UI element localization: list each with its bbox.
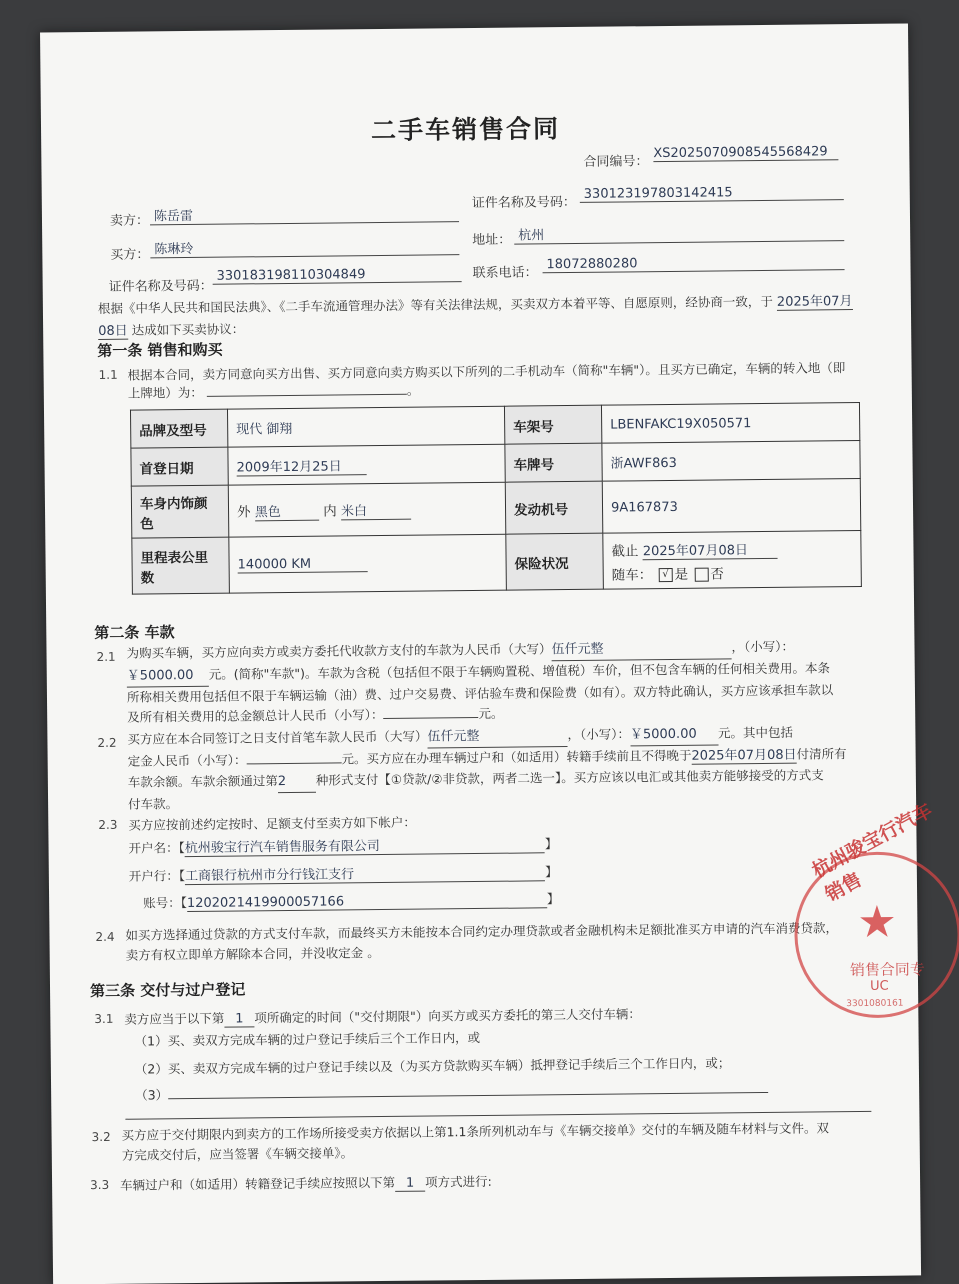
insurance-until-value: 2025年07月08日 [643,538,778,559]
clause-2-3-text: 买方应按前述约定按时、足额支付至卖方如下帐户： [128,814,416,833]
seal-number: 3301080161 [846,998,904,1010]
clause-2-1-number: 2.1 [96,649,116,664]
c21-amount-lower: ￥5000.00 [127,666,209,688]
c22-deadline-date: 2025年07月08日 [691,747,797,764]
c22-line1c: 元。其中包括 [717,724,794,741]
buyer-name: 陈琳玲 [150,235,459,258]
c22-deposit-blank [246,762,341,764]
c32-line1: 买方应于交付期限内到卖方的工作场所接受卖方依据以上第1.1条所列机动车与《车辆交接单》交付的车辆及随车材料与文件。双 [121,1120,830,1143]
clause-3-1-text [124,1004,641,1028]
account-no-close: 】 [546,891,560,907]
c31-item: 1 [224,1011,254,1027]
plate-cell [602,440,860,481]
insurance-label: 保险状况 [506,533,604,590]
account-name-row [128,833,557,857]
contract-no-label: 合同编号： [583,154,649,170]
registration-place-blank [207,394,407,397]
account-bank-label: 开户行：【 [128,868,186,884]
plate-label: 车牌号 [505,443,602,482]
c22-amount-lower: ￥5000.00 [630,724,718,746]
c22-amount-upper: 伍仟元整 [427,726,567,748]
article-2-heading: 第二条 车款 [94,623,175,643]
c22-line2c: 付清所有 [796,746,847,762]
c21-line3: 所称相关费用包括但不限于车辆运输（油）费、过户交易费、评估验车费和保险费（如有）。双方特此确认，买方应该承担车款以 [126,682,834,705]
clause-2-2-number: 2.2 [97,735,117,750]
color-inner-label: 内 [323,503,337,520]
seal-code: UC [869,978,889,994]
clause-3-2-number: 3.2 [91,1129,111,1145]
c21-line2: 元。(简称"车款")。车款为含税（包括但不限于车辆购置税、增值税）车价，但不包含车辆的任何相关费用。本条 [208,660,831,682]
plate-value: 浙AWF863 [610,455,677,472]
intro-date: 2025年07月 [776,294,853,310]
account-bank-close: 】 [545,864,558,880]
c21-total-blank [383,717,478,719]
seal-star-icon: ★ [857,896,898,949]
c22-line2: 定金人民币（小写）： [127,752,247,769]
color-outer-label: 外 [236,504,251,521]
insurance-cell [603,530,862,589]
c22-line2b: 元。买方应在办理车辆过户和（如适用）转籍手续前且不得晚于 [341,747,692,767]
account-no-row [143,889,559,912]
color-outer-value: 黑色 [255,501,319,522]
c22-line1: 买方应在本合同签订之日支付首笔车款人民币（大写） [127,728,428,747]
buyer-label: 买方： [110,247,150,263]
reg-date-cell [228,444,505,485]
vin-value: LBENFAKC19X050571 [610,415,752,433]
seller-name: 陈岳雷 [150,202,459,225]
c31-option1: （1）买、卖双方完成车辆的过户登记手续后三个工作日内，或 [134,1029,481,1049]
mileage-value: 140000 KM [238,556,368,573]
c31-line1: 卖方应当于以下第 [124,1010,225,1027]
seller-id-label: 证件名称及号码： [471,194,576,212]
c31-line1b: 项所确定的时间（"交付期限"）向买方或买方委托的第三人交付车辆： [254,1006,641,1026]
c31-option3-blank [168,1092,768,1099]
color-label: 车身内饰颜色 [131,485,229,538]
intro-line2 [98,318,244,339]
insurance-no-label: 否 [710,565,724,583]
c21-amount-upper: 伍仟元整 [551,638,731,661]
engine-cell [602,478,861,533]
clause-2-2-text [127,722,868,815]
clause-1-1-number: 1.1 [98,367,118,382]
mileage-cell [229,534,507,593]
c22-line3b: 种形式支付【①贷款/②非贷款，两者二选一】。买方应该以电汇或其他卖方能够接受的方式支 [315,767,824,788]
color-cell [228,482,506,537]
c21-line1: 为购买车辆，买方应向卖方或卖方委托代收款方支付的车款为人民币（大写） [126,641,552,661]
insurance-yes-label: 是 [674,566,689,583]
buyer-id-value: 330183198110304849 [213,266,462,285]
clause-3-3-number: 3.3 [90,1177,110,1193]
buyer-address-label: 地址： [472,232,512,249]
company-seal [794,799,959,1019]
account-name-value: 杭州骏宝行汽车销售服务有限公司 [185,833,545,857]
clause-1-1-end: 。 [406,382,420,398]
c33-line1: 车辆过户和（如适用）转籍登记手续应按照以下第 [120,1174,396,1193]
c22-line1b: ，（小写）： [567,726,631,743]
clause-1-1-text: 根据本合同，卖方同意向买方出售、买方同意向卖方购买以下所列的二手机动车（简称"车辆"）。且买方已确定，车辆的转入地（即 [127,360,846,383]
insurance-yes-checkbox[interactable]: √ [658,567,672,581]
contract-no-value: XS2025070908545568429 [653,144,838,162]
account-bank-row [129,861,558,885]
c33-line1b: 项方式进行: [425,1173,492,1190]
seller-label: 卖方： [109,213,150,229]
clause-2-4-text [125,918,865,966]
c31-option2: （2）买、卖双方完成车辆的过户登记手续以及（为买方贷款购买车辆）抵押登记手续后三个工作日内，或； [134,1055,731,1077]
c32-line2: 方完成交付后，应当签署《车辆交接单》。 [121,1145,354,1163]
clause-3-2-text [121,1118,881,1166]
registration-place-label: 上牌地）为： [127,384,203,401]
buyer-address-value: 杭州 [514,221,844,244]
color-inner-value: 米白 [341,500,411,521]
clause-1-1-line2 [128,381,420,402]
clause-3-1-number: 3.1 [94,1011,114,1027]
insurance-until-label: 截止 [611,542,639,560]
buyer-phone-value: 18072880280 [542,254,844,273]
c22-line4: 付车款。 [128,796,179,812]
intro-date-day: 08日 [98,323,128,339]
c21-line4: 及所有相关费用的总金额总计人民币（小写）： [127,706,384,725]
c33-item: 1 [395,1176,425,1192]
c22-payment-method: 2 [278,772,316,793]
account-bank-value: 工商银行杭州市分行钱江支行 [185,861,545,885]
contract-page [40,23,936,1284]
account-no-label: 账号：【 [143,895,187,911]
mileage-label: 里程表公里数 [132,537,230,594]
c31-option3: （3） [135,1087,169,1103]
engine-label: 发动机号 [505,481,603,534]
brand-label: 品牌及型号 [130,409,227,448]
document-title: 二手车销售合同 [370,114,561,146]
c24-line1: 如买方选择通过贷款的方式支付车款，而最终买方未能按本合同约定办理贷款或者金融机构未足额批准买方申请的汽车消费贷款， [125,920,839,943]
c24-line2: 卖方有权立即单方解除本合同，并没收定金 。 [125,945,380,963]
intro-sentence: 根据《中华人民共和国民法典》、《二手车流通管理办法》等有关法律法规，买卖双方本着平等、自愿原则，经协商一致，于 [97,293,773,316]
brand-value-cell [227,406,504,447]
c31-option3-row [135,1079,768,1104]
seal-purpose: 销售合同专 [849,960,925,980]
insurance-with-label: 随车： [611,566,653,584]
vin-label: 车架号 [504,405,601,444]
clause-2-3-number: 2.3 [98,817,118,832]
brand-value: 现代 御翔 [236,421,293,438]
clause-2-4-number: 2.4 [95,929,115,945]
buyer-id-label: 证件名称及号码： [108,278,213,295]
vin-value-cell [601,402,859,443]
insurance-no-checkbox[interactable] [694,567,708,581]
engine-value: 9A167873 [610,499,678,516]
vehicle-info-table [130,402,862,595]
c21-line4b: 元。 [478,705,504,721]
account-name-close: 】 [544,836,558,852]
account-name-label: 开户名：【 [128,840,185,856]
intro-text [98,290,853,317]
c21-line1b: ，（小写）： [731,638,795,655]
account-no-value: 1202021419900057166 [187,892,547,912]
buyer-phone-label: 联系电话： [472,265,538,282]
seller-id-value: 330123197803142415 [580,184,844,203]
clause-3-3-text [120,1172,492,1195]
reg-date-value: 2009年12月25日 [236,455,366,476]
reg-date-label: 首登日期 [131,447,228,486]
clause-2-1-text [126,636,867,728]
c22-line3: 车款余额。车款余额通过第 [127,773,278,790]
article-1-heading: 第一条 销售和购买 [97,340,223,360]
intro-agreement: 达成如下买卖协议： [131,321,245,338]
article-3-heading: 第三条 交付与过户登记 [89,980,246,1001]
seal-company-name: 杭州骏宝行汽车销售 [808,799,936,907]
